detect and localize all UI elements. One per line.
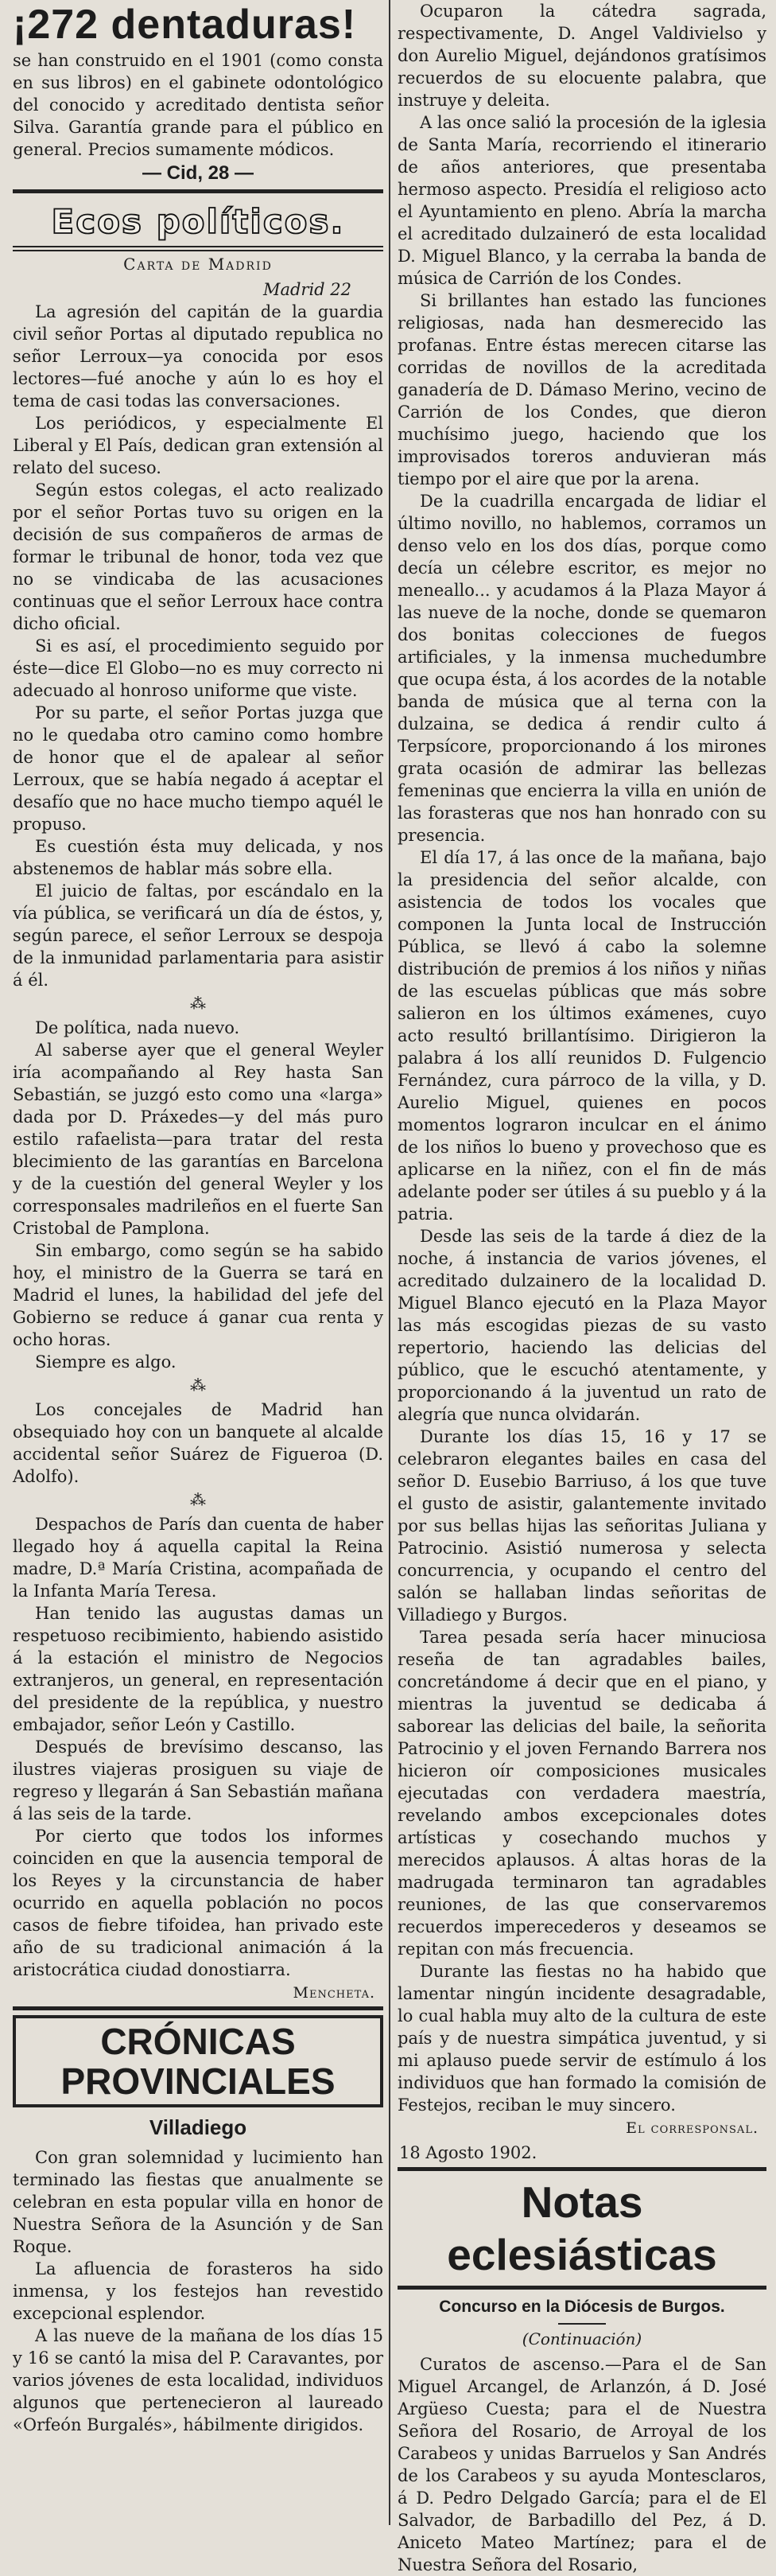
article-paragraph: Tarea pesada sería hacer minuciosa reseña de tan agradables bailes, concretándome á decir que en el piano, y mientras la juventud se dedicaba á saborear las delicias del baile, la señorita Patrocinio y el joven Fernando Barrera nos hicieron oír composiciones musicales ejecutadas con verdadera maestría, revelando ambos excepcionales dotes artísticas y cosechando muchos y merecidos aplausos. Á altas horas de la madrugada terminaron tan agradables reuniones, de las que conservaremos recuerdos imperecederos y deseamos se repitan con más frecuencia. (398, 1628, 766, 1959)
article-paragraph: Ocuparon la cátedra sagrada, respectivamente, D. Angel Valdivielso y don Aurelio Miguel, dejándonos gratísimos recuerdos de su elocuente palabra, que instruye y deleita. (398, 2, 766, 110)
ad-address: — Cid, 28 — (142, 162, 254, 184)
article-paragraph: A las nueve de la mañana de los días 15 y 16 se cantó la misa del P. Caravantes, por varios jóvenes de esta localidad, individuos algunos que pertenecieron al laureado «Orfeón Burgalés», hábilmente dirigidos. (13, 2326, 383, 2434)
divider (13, 2006, 383, 2010)
divider (398, 2167, 766, 2171)
ad-title: ¡272 dentaduras! (13, 2, 357, 48)
article-paragraph: Según estos colegas, el acto realizado por el señor Portas tuvo su origen en la decisión de sus compañeros de armas de formar le tribunal de honor, toda vez que no se vindicaba de las acusaciones continuas que el señor Lerroux hace contra dicho oficial. (13, 481, 383, 633)
article-signature: Mencheta. (293, 1984, 375, 2002)
article-paragraph: La afluencia de forasteros ha sido inmensa, y los festejos han revestido excepcional esplendor. (13, 2259, 383, 2323)
article-paragraph: Al saberse ayer que el general Weyler iría acompañando al Rey hasta San Sebastián, se juzgó esto como una «larga» dada por D. Práxedes—y del más puro estilo rafaelista—para tratar del resta blecimiento de las garantías en Barcelona y de la cuestión del general Weyler y los corresponsales madrileños en el fuerte San Cristobal de Pamplona. (13, 1041, 383, 1238)
article-paragraph: Han tenido las augustas damas un respetuoso recibimiento, habiendo asistido á la estación el ministro de Negocios extranjeros, un general, en representación del presidente de la república, y nuestro embajador, señor León y Castillo. (13, 1604, 383, 1734)
short-divider (558, 2323, 606, 2325)
asterism: ⁂ (190, 1376, 206, 1395)
article-date: 18 Agosto 1902. (399, 2143, 537, 2162)
divider (13, 189, 383, 193)
article-paragraph: Despachos de París dan cuenta de haber llegado hoy á aquella capital la Reina madre, D.ª María Cristina, acompañada de la Infanta María Teresa. (13, 1515, 383, 1601)
ecos-dateline: Madrid 22 (262, 280, 351, 299)
article-paragraph: Los periódicos, y especialmente El Liberal y El País, dedican gran extensión al relato del suceso. (13, 414, 383, 477)
article-paragraph: Por cierto que todos los informes coinciden en que la ausencia temporal de los Reyes y la circunstancia de haber ocurrido en aquella población no pocos casos de fiebre tifoidea, han privado este año de su tradicional animación á la aristocrática ciudad donostiarra. (13, 1827, 383, 1979)
article-paragraph: Sin embargo, como según se ha sabido hoy, el ministro de la Guerra se tará en Madrid el lunes, la habilidad del jefe del Gobierno se reduce á ganar cua renta y ocho horas. (13, 1241, 383, 1349)
column-rule (389, 0, 390, 2525)
asterism: ⁂ (190, 1490, 206, 1509)
ad-text: se han construido en el 1901 (como consta en sus libros) en el gabinete odontológico del conocido y acreditado dentista señor Silva. Garantía grande para el público en general. Precios sumamente módicos. (13, 51, 383, 159)
article-paragraph: A las once salió la procesión de la iglesia de Santa María, recorriendo el itinerario de años anteriores, que presentaba hermoso aspecto. Presidía el religioso acto el Ayuntamiento en pleno. Abría la marcha el acreditado dulzaineró de esta localidad D. Miguel Blanco, y la cerraba la banda de música de Carrión de los Condes. (398, 113, 766, 288)
concurso-heading: Concurso en la Diócesis de Burgos. (439, 2298, 725, 2316)
article-paragraph: Si brillantes han estado las funciones religiosas, nada han desmerecido las profanas. Entre éstas merecen citarse las corridas de novillos de la acreditada ganadería de D. Dámaso Merino, vecino de Carrión de los Condes, que dieron muchísimo juego, haciendo que los improvisados toreros anduvieran más tiempo por el aire que por la arena. (398, 291, 766, 488)
article-paragraph: Curatos de ascenso.—Para el de San Miguel Arcangel, de Arlanzón, á D. José Argüeso Cuesta; para el de Nuestra Señora del Rosario, de Arroyal de los Carabeos y unidas Barruelos y San Andrés de los Carabeos y su ayuda Montesclaros, á D. Pedro Delgado García; para el de El Salvador, de Barbadillo del Pez, á D. Aniceto Mateo Martínez; para el de Nuestra Señora del Rosario, (398, 2355, 766, 2574)
cronicas-section-title: CRÓNICAS PROVINCIALES (13, 2015, 383, 2107)
article-paragraph: El juicio de faltas, por escándalo en la vía pública, se verificará un día de éstos, y, según parece, el señor Lerroux se despoja de la inmunidad parlamentaria para asistir á él. (13, 881, 383, 990)
notas-section-title: Notas eclesiásticas (447, 2177, 717, 2279)
article-paragraph: Los concejales de Madrid han obsequiado hoy con un banquete al alcalde accidental señor Suárez de Figueroa (D. Adolfo). (13, 1400, 383, 1486)
article-paragraph: El día 17, á las once de la mañana, bajo la presidencia del señor alcalde, con asistencia de todos los vocales que componen la Junta local de Instrucción Pública, se llevó á cabo la solemne distribución de premios á los niños y niñas de las escuelas públicas que más sobre salieron en los últimos exámenes, cuyo acto resultó brillantísimo. Dirigieron la palabra á los allí reunidos D. Fulgencio Fernández, cura párroco de la villa, y D. Aurelio Miguel, quienes en pocos momentos lograron inculcar en el ánimo de los niños lo bueno y provechoso que es aplicarse en la niñez, con el fin de más adelante poder ser útiles á su pueblo y á la patria. (398, 848, 766, 1224)
divider (398, 2286, 766, 2290)
article-paragraph: Desde las seis de la tarde á diez de la noche, á instancia de varios jóvenes, el acreditado dulzainero de la localidad D. Miguel Blanco ejecutó en la Plaza Mayor las más escogidas piezas de su vasto repertorio, haciendo las delicias del público, que le escuchó atentamente, y proporcionando á la juventud un rato de alegría que nunca olvidarán. (398, 1227, 766, 1424)
article-paragraph: Después de brevísimo descanso, las ilustres viajeras prosiguen su viaje de regreso y llegarán á San Sebastián mañana á las seis de la tarde. (13, 1737, 383, 1823)
continuation-label: (Continuación) (522, 2329, 642, 2348)
asterism: ⁂ (190, 994, 206, 1013)
right-column (393, 0, 771, 2574)
article-paragraph: Durante los días 15, 16 y 17 se celebraron elegantes bailes en casa del señor D. Eusebio Barriuso, á los que tuve el gusto de asistir, galantemente invitado por sus bellas hijas las señoritas Juliana y Patrocinio. Asistió numerosa y selecta concurrencia, y ocupando el centro del salón se hallaban lindas señoritas de Villadiego y Burgos. (398, 1427, 766, 1625)
article-signature: El corresponsal. (626, 2119, 759, 2137)
divider (13, 246, 383, 251)
article-paragraph: De política, nada nuevo. (35, 1018, 240, 1037)
article-paragraph: La agresión del capitán de la guardia civil señor Portas al diputado republica no señor Lerroux—ya conocida por esos lectores—fué anoche y aún lo es hoy el tema de casi todas las conversaciones. (13, 302, 383, 411)
cronicas-subhead: Villadiego (149, 2115, 247, 2139)
article-paragraph: Siempre es algo. (35, 1352, 177, 1372)
ecos-section-title: Ecos políticos. (51, 202, 345, 241)
article-paragraph: Es cuestión ésta muy delicada, y nos abstenemos de hablar más sobre ella. (13, 837, 383, 878)
left-column (6, 0, 386, 2525)
ecos-subtitle: Carta de Madrid (123, 255, 273, 274)
article-paragraph: Durante las fiestas no ha habido que lamentar ningún incidente desagradable, lo cual habla muy alto de la cultura de este país y de nuestra simpática juventud, y si mi aplauso puede servir de estímulo á los individuos que han formado la comisión de Festejos, reciban le muy sincero. (398, 1962, 766, 2115)
article-paragraph: Si es así, el procedimiento seguido por éste—dice El Globo—no es muy correcto ni adecuado al honroso uniforme que viste. (13, 636, 383, 700)
article-paragraph: Por su parte, el señor Portas juzga que no le quedaba otro camino como hombre de honor que el de apalear al señor Lerroux, que se había negado á aceptar el desafío que no hace mucho tiempo aquél le propuso. (13, 703, 383, 834)
article-paragraph: Con gran solemnidad y lucimiento han terminado las fiestas que anualmente se celebran en esta popular villa en honor de Nuestra Señora de la Asunción y de San Roque. (13, 2148, 383, 2256)
article-paragraph: De la cuadrilla encargada de lidiar el último novillo, no hablemos, corramos un denso velo en los dos días, porque como decía un célebre escritor, es mejor no meneallo... y acudamos á la Plaza Mayor á las nueve de la noche, donde se quemaron dos bonitas colecciones de fuegos artificiales, y la inmensa muchedumbre que ocupa ésta, á los acordes de la notable banda de música que al terna con la dulzaina, se dedica á rendir culto á Terpsícore, proporcionando á los mirones grata ocasión de admirar las bellezas femeninas que encierra la villa en unión de las forasteras que nos han honrado con su presencia. (398, 492, 766, 845)
